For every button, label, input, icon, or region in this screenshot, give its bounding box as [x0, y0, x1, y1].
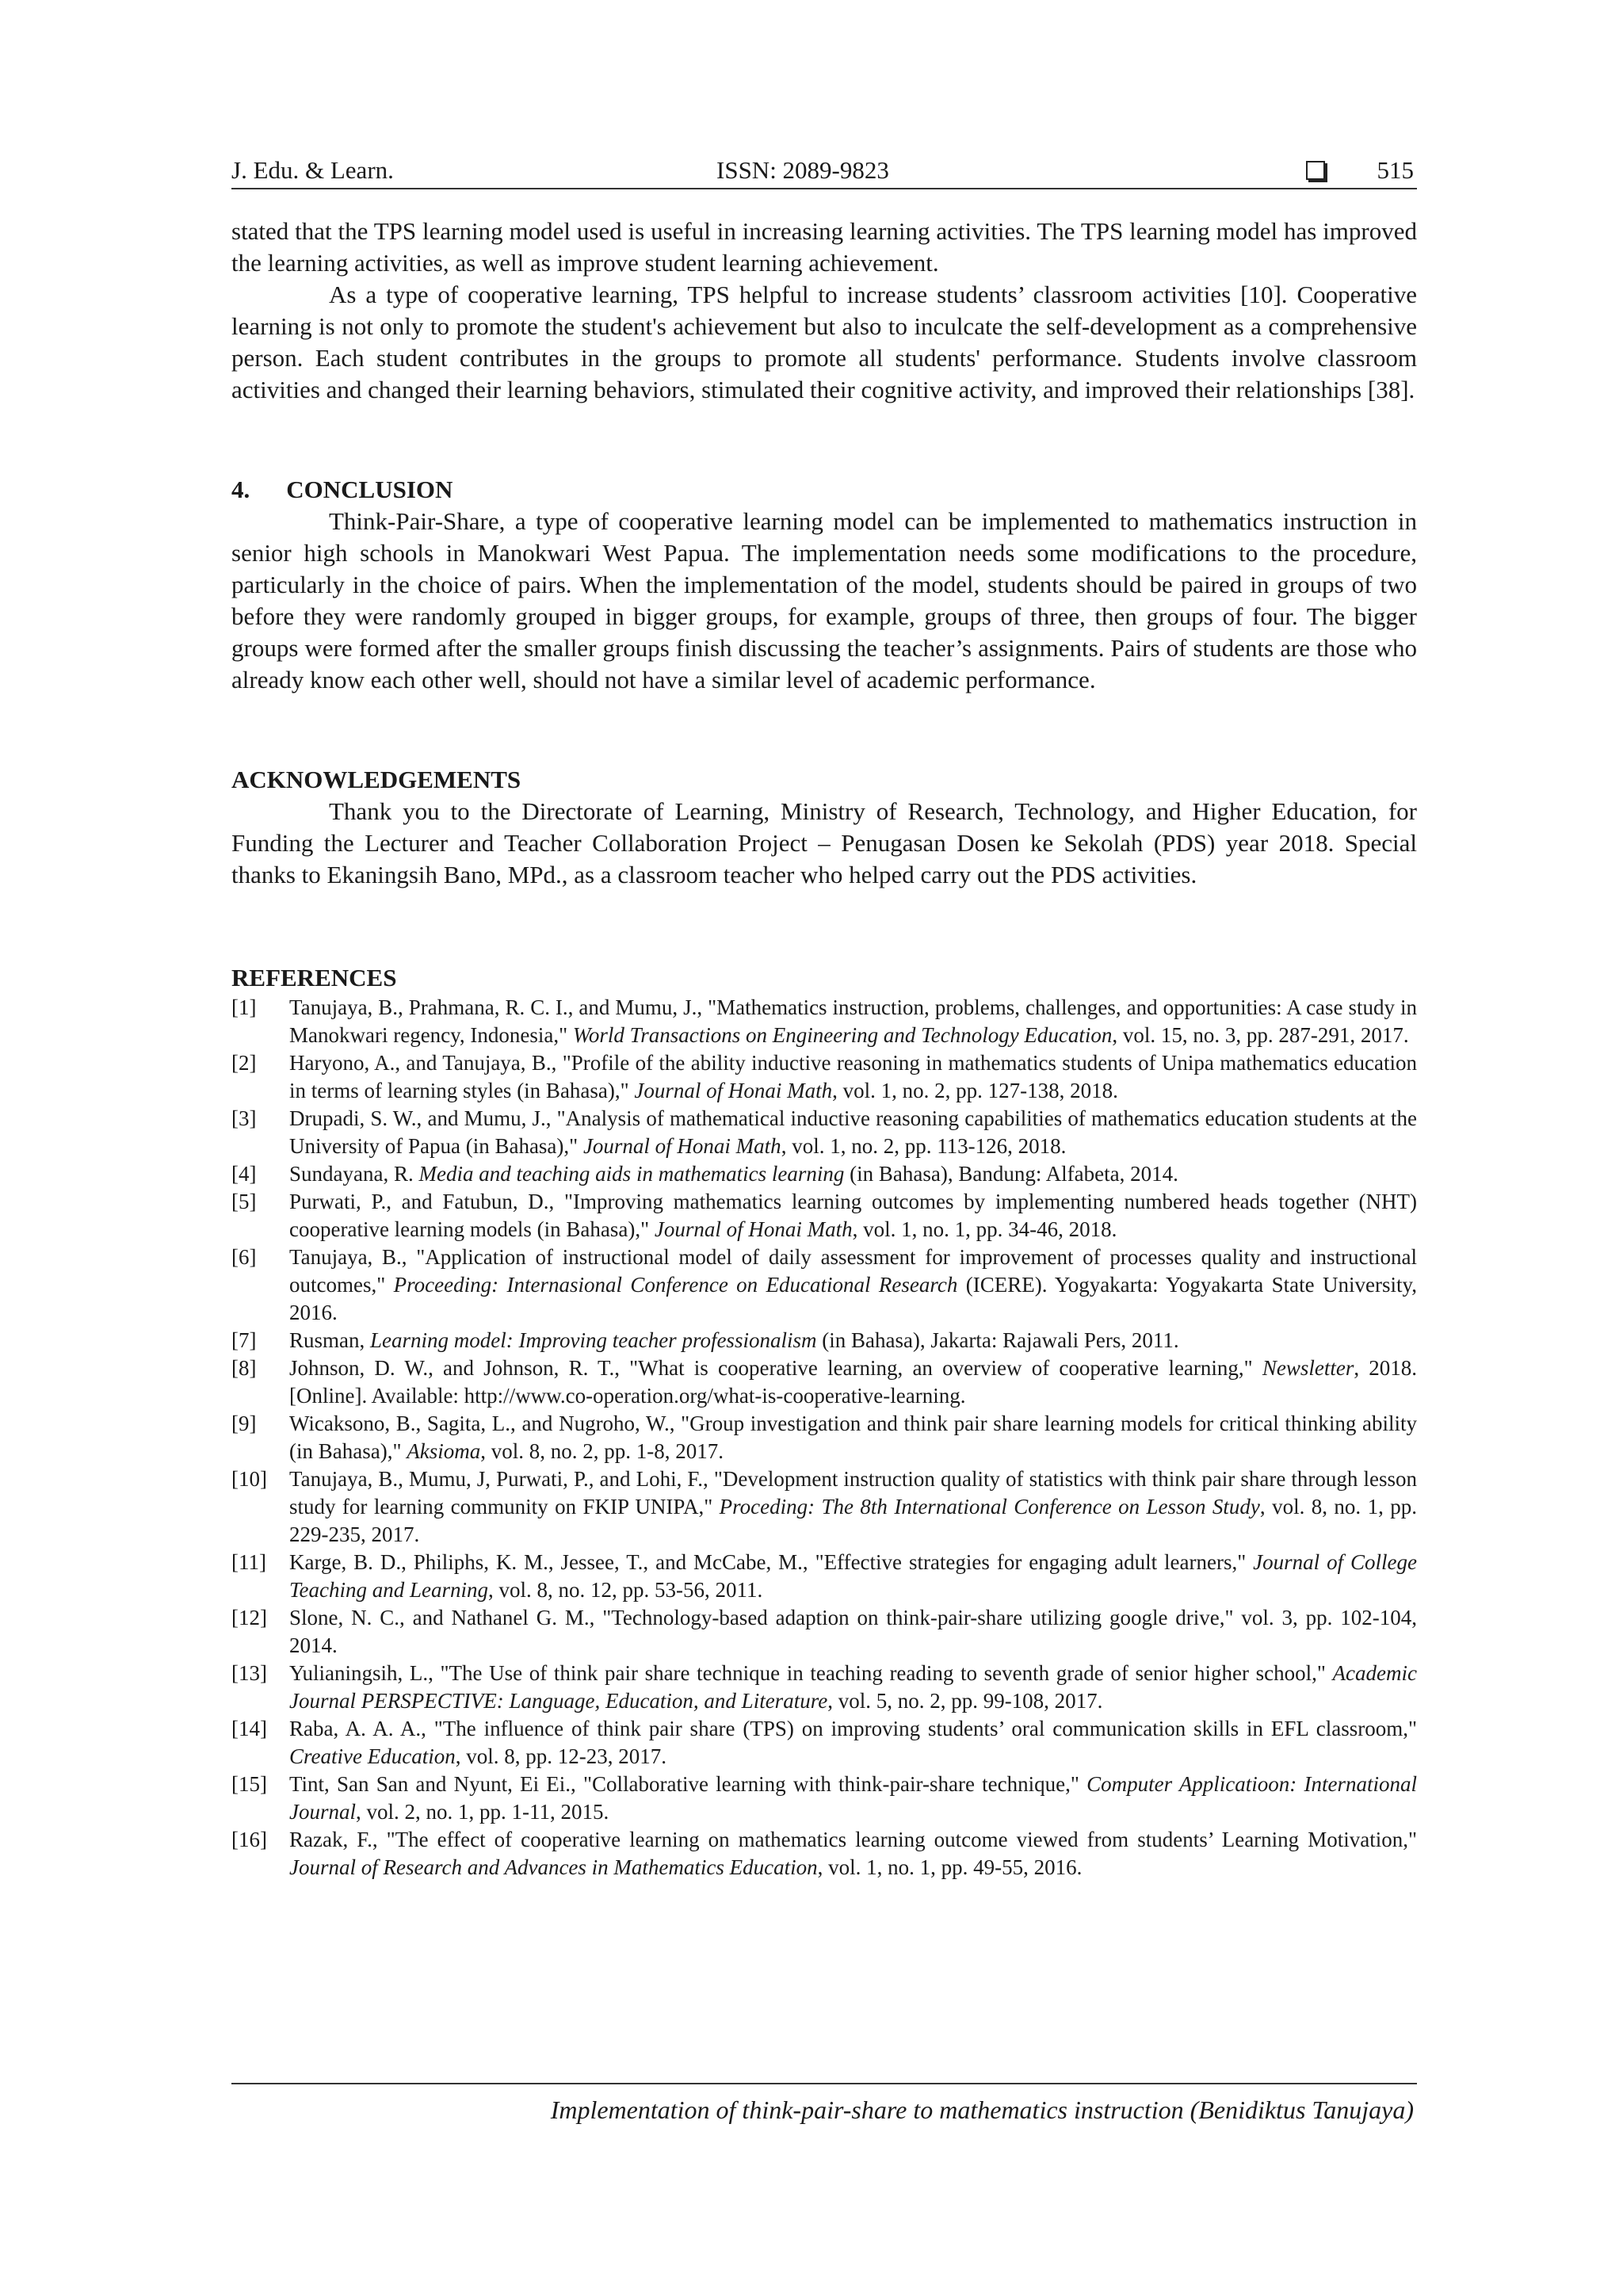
reference-text: Tanujaya, B., Prahmana, R. C. I., and Mumu, J., "Mathematics instruction, problems, challenges, and opportunities: A case study in Manokwari regency, Indonesia," — [289, 995, 1417, 1047]
reference-text: Purwati, P., and Fatubun, D., "Improving mathematics learning outcomes by implementing numbered heads together (NHT) cooperative learning models (in Bahasa)," — [289, 1190, 1417, 1241]
reference-text: Johnson, D. W., and Johnson, R. T., "What is cooperative learning, an overview of cooperative learning," — [289, 1356, 1262, 1380]
reference-item — [231, 994, 1417, 1049]
reference-number: [5] — [231, 1190, 257, 1213]
reference-details: , 2018. [Online]. Available: http://www.co-operation.org/what-is-cooperative-learning. — [289, 1356, 1418, 1408]
reference-text: Karge, B. D., Philiphs, K. M., Jessee, T., and McCabe, M., "Effective strategies for engaging adult learners," — [289, 1550, 1254, 1574]
reference-details: , vol. 1, no. 2, pp. 113-126, 2018. — [781, 1134, 1067, 1158]
reference-text: Tanujaya, B., "Application of instructional model of daily assessment for improvement of processes quality and instructional outcomes," — [289, 1245, 1417, 1297]
reference-item — [231, 1105, 1417, 1160]
references-heading: REFERENCES — [231, 964, 397, 991]
reference-details: , vol. 2, no. 1, pp. 1-11, 2015. — [356, 1800, 609, 1824]
reference-item — [231, 1660, 1417, 1715]
reference-details: (in Bahasa), Bandung: Alfabeta, 2014. — [844, 1162, 1178, 1186]
footer-running-title: Implementation of think-pair-share to mathematics instruction (Benidiktus Tanujaya) — [550, 2095, 1414, 2124]
reference-text: Tanujaya, B., Mumu, J, Purwati, P., and Lohi, F., "Development instruction quality of statistics with think pair share through lesson study for learning community on FKIP UNIPA," — [289, 1467, 1417, 1519]
reference-source: World Transactions on Engineering and Technology Education — [572, 1023, 1113, 1047]
reference-text: Rusman, — [289, 1328, 371, 1352]
reference-text: Drupadi, S. W., and Mumu, J., "Analysis of mathematical inductive reasoning capabilities of mathematics education students at the University of Papua (in Bahasa)," — [289, 1106, 1417, 1158]
reference-source: Creative Education — [289, 1744, 456, 1768]
reference-text: Haryono, A., and Tanujaya, B., "Profile of the ability inductive reasoning in mathematics students of Unipa mathematics education in terms of learning styles (in Bahasa)," — [289, 1051, 1417, 1102]
reference-details: , vol. 15, no. 3, pp. 287-291, 2017. — [1112, 1023, 1409, 1047]
reference-number: [3] — [231, 1106, 257, 1130]
reference-details: , vol. 8, no. 2, pp. 1-8, 2017. — [480, 1439, 724, 1463]
page-footer — [231, 2083, 1417, 2124]
conclusion-paragraph: Think-Pair-Share, a type of cooperative learning model can be implemented to mathematics instruction in senior high schools in Manokwari West Papua. The implementation needs some modifications to the procedure, particularly in the choice of pairs. When the implementation of the model, students should be paired in groups of two before they were randomly grouped in bigger groups, for example, groups of three, then groups of four. The bigger groups were formed after the smaller groups finish discussing the teacher’s assignments. Pairs of students are those who already know each other well, should not have a similar level of academic performance. — [231, 507, 1417, 693]
reference-number: [13] — [231, 1661, 267, 1685]
journal-name: J. Edu. & Learn. — [231, 156, 394, 184]
reference-item — [231, 1549, 1417, 1604]
body-paragraph-2: As a type of cooperative learning, TPS helpful to increase students’ classroom activities [10]. Cooperative learning is not only to promote the student's achievement but also to inculcate the self-development as a comprehensive person. Each student contributes in the groups to promote all students' performance. Students involve classroom activities and changed their learning behaviors, stimulated their cognitive activity, and improved their relationships [38]. — [231, 281, 1417, 403]
reference-details: , vol. 8, no. 1, pp. 229-235, 2017. — [289, 1495, 1417, 1546]
reference-text: Slone, N. C., and Nathanel G. M., "Technology-based adaption on think-pair-share utilizing google drive," vol. 3, pp. 102-104, 2014. — [289, 1606, 1417, 1657]
reference-number: [2] — [231, 1051, 257, 1075]
reference-details: , vol. 8, no. 12, pp. 53-56, 2011. — [488, 1578, 763, 1602]
reference-number: [8] — [231, 1356, 257, 1380]
reference-number: [16] — [231, 1828, 267, 1851]
reference-text: Raba, A. A. A., "The influence of think pair share (TPS) on improving students’ oral communication skills in EFL classroom," — [289, 1717, 1417, 1740]
reference-item — [231, 1771, 1417, 1826]
reference-source: Learning model: Improving teacher professionalism — [370, 1328, 817, 1352]
reference-text: Yulianingsih, L., "The Use of think pair share technique in teaching reading to seventh grade of senior higher school," — [289, 1661, 1333, 1685]
conclusion-heading — [231, 474, 1417, 506]
reference-number: [1] — [231, 995, 257, 1019]
reference-source: Computer Applicatioon: International Journal — [289, 1772, 1417, 1824]
reference-source: Newsletter — [1262, 1356, 1354, 1380]
reference-source: Proceding: The 8th International Conference on Lesson Study — [719, 1495, 1260, 1519]
reference-source: Journal of Research and Advances in Mathematics Education — [289, 1855, 818, 1879]
reference-number: [15] — [231, 1772, 267, 1796]
reference-source: Journal of College Teaching and Learning — [289, 1550, 1417, 1602]
reference-number: [4] — [231, 1162, 257, 1186]
page-header — [231, 153, 1417, 189]
checkbox-square-icon — [1306, 161, 1325, 180]
reference-number: [9] — [231, 1412, 257, 1435]
reference-item — [231, 1244, 1417, 1327]
reference-item — [231, 1188, 1417, 1244]
acknowledgements-heading: ACKNOWLEDGEMENTS — [231, 766, 521, 793]
reference-text: Razak, F., "The effect of cooperative learning on mathematics learning outcome viewed from students’ Learning Motivation," — [289, 1828, 1417, 1851]
reference-source: Academic Journal PERSPECTIVE: Language, Education, and Literature — [289, 1661, 1417, 1713]
reference-details: , vol. 1, no. 1, pp. 49-55, 2016. — [817, 1855, 1083, 1879]
reference-details: , vol. 1, no. 1, pp. 34-46, 2018. — [852, 1217, 1117, 1241]
reference-number: [6] — [231, 1245, 257, 1269]
reference-text: Tint, San San and Nyunt, Ei Ei., "Collaborative learning with think-pair-share technique," — [289, 1772, 1087, 1796]
reference-details: (ICERE). Yogyakarta: Yogyakarta State University, 2016. — [289, 1273, 1418, 1324]
reference-source: Aksioma — [407, 1439, 481, 1463]
issn-label: ISSN: 2089-9823 — [716, 156, 889, 184]
reference-item — [231, 1715, 1417, 1771]
reference-source: Journal of Honai Math — [634, 1079, 833, 1102]
reference-item — [231, 1410, 1417, 1465]
reference-source: Proceeding: Internasional Conference on Educational Research — [393, 1273, 958, 1297]
reference-source: Journal of Honai Math — [582, 1134, 781, 1158]
reference-details: , vol. 8, pp. 12-23, 2017. — [455, 1744, 666, 1768]
reference-number: [12] — [231, 1606, 267, 1629]
reference-item — [231, 1354, 1417, 1410]
reference-item — [231, 1049, 1417, 1105]
reference-item — [231, 1327, 1417, 1354]
reference-number: [7] — [231, 1328, 257, 1352]
reference-details: , vol. 5, no. 2, pp. 99-108, 2017. — [827, 1689, 1103, 1713]
reference-text: Sundayana, R. — [289, 1162, 419, 1186]
section-title: CONCLUSION — [286, 476, 453, 503]
reference-item — [231, 1160, 1417, 1188]
reference-details: , vol. 1, no. 2, pp. 127-138, 2018. — [832, 1079, 1118, 1102]
reference-source: Journal of Honai Math — [654, 1217, 853, 1241]
reference-item — [231, 1604, 1417, 1660]
section-number: 4. — [231, 476, 250, 503]
body-paragraph-1: stated that the TPS learning model used is useful in increasing learning activities. The TPS learning model has improved the learning activities, as well as improve student learning achievement. — [231, 217, 1417, 277]
page-number: 515 — [1377, 156, 1414, 184]
reference-item — [231, 1465, 1417, 1549]
reference-number: [14] — [231, 1717, 267, 1740]
reference-item — [231, 1826, 1417, 1881]
reference-list — [231, 994, 1417, 1881]
reference-source: Media and teaching aids in mathematics learning — [418, 1162, 845, 1186]
reference-details: (in Bahasa), Jakarta: Rajawali Pers, 2011. — [816, 1328, 1179, 1352]
acknowledgements-paragraph: Thank you to the Directorate of Learning, Ministry of Research, Technology, and Higher Education, for Funding the Lecturer and Teacher Collaboration Project – Penugasan Dosen ke Sekolah (PDS) year 2018. Special thanks to Ekaningsih Bano, MPd., as a classroom teacher who helped carry out the PDS activities. — [231, 797, 1417, 888]
reference-number: [11] — [231, 1550, 266, 1574]
reference-text: Wicaksono, B., Sagita, L., and Nugroho, W., "Group investigation and think pair share learning models for critical thinking ability (in Bahasa)," — [289, 1412, 1417, 1463]
reference-number: [10] — [231, 1467, 267, 1491]
page-body — [231, 216, 1417, 1881]
